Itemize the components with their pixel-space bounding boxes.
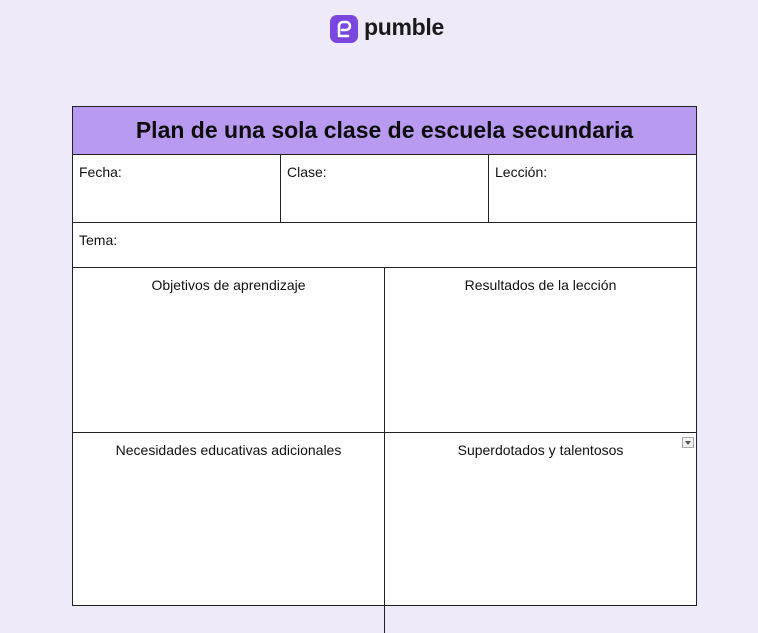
objectives-heading: Objetivos de aprendizaje — [151, 277, 306, 293]
special-needs-cell[interactable] — [73, 433, 384, 633]
lesson-cell[interactable] — [488, 155, 696, 222]
gifted-cell[interactable] — [384, 433, 696, 633]
gifted-heading: Superdotados y talentosos — [457, 442, 624, 458]
lesson-plan-table — [72, 106, 697, 606]
pumble-logo — [330, 15, 444, 43]
info-row — [73, 155, 696, 223]
class-label: Clase: — [287, 164, 327, 180]
date-cell[interactable] — [73, 155, 280, 222]
lesson-label: Lección: — [495, 164, 548, 180]
objectives-cell[interactable] — [73, 268, 384, 432]
outcomes-heading: Resultados de la lección — [464, 277, 617, 293]
pumble-logo-text: pumble — [364, 14, 444, 40]
date-label: Fecha: — [79, 164, 122, 180]
topic-cell[interactable] — [73, 223, 696, 268]
pumble-logo-icon — [330, 15, 358, 43]
special-needs-heading: Necesidades educativas adicionales — [115, 442, 342, 458]
class-cell[interactable] — [280, 155, 488, 222]
objectives-outcomes-row — [73, 268, 696, 433]
needs-gifted-row — [73, 433, 696, 633]
topic-label: Tema: — [79, 232, 118, 248]
dropdown-arrow-icon[interactable] — [682, 437, 694, 448]
document-title: Plan de una sola clase de escuela secundaria — [73, 107, 696, 155]
outcomes-cell[interactable] — [384, 268, 696, 432]
